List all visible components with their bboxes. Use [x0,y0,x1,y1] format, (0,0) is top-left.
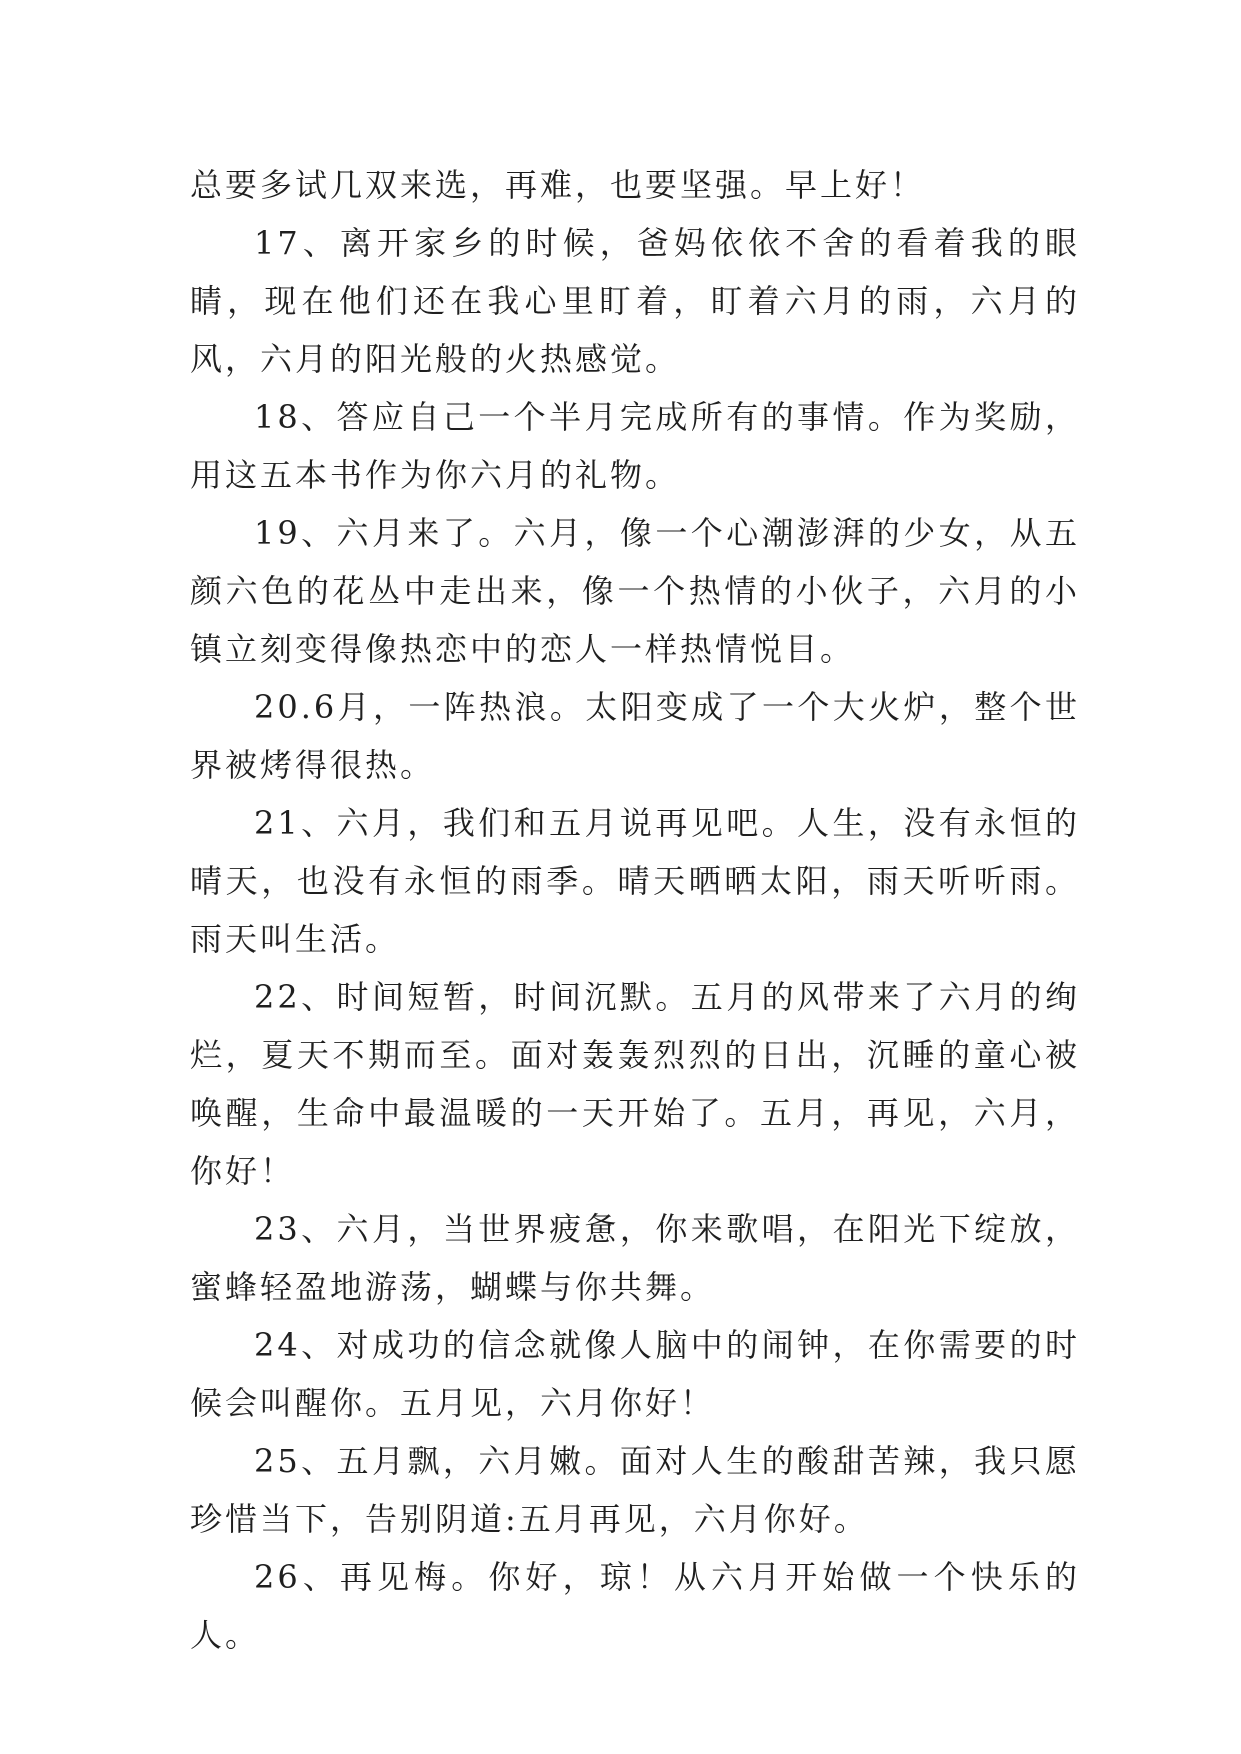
paragraph-21: 21、六月，我们和五月说再见吧。人生，没有永恒的晴天，也没有永恒的雨季。晴天晒晒太阳，雨天听听雨。雨天叫生活。 [190,804,1080,958]
paragraph-20: 20.6月，一阵热浪。太阳变成了一个大火炉，整个世界被烤得很热。 [190,688,1080,784]
paragraph-18: 18、答应自己一个半月完成所有的事情。作为奖励，用这五本书作为你六月的礼物。 [190,398,1080,494]
paragraph-25: 25、五月飘，六月嫩。面对人生的酸甜苦辣，我只愿珍惜当下，告别阴道:五月再见，六月你好。 [190,1442,1080,1538]
paragraph-19: 19、六月来了。六月，像一个心潮澎湃的少女，从五颜六色的花丛中走出来，像一个热情的小伙子，六月的小镇立刻变得像热恋中的恋人一样热情悦目。 [190,514,1080,668]
paragraph-22: 22、时间短暂，时间沉默。五月的风带来了六月的绚烂，夏天不期而至。面对轰轰烈烈的日出，沉睡的童心被唤醒，生命中最温暖的一天开始了。五月，再见，六月，你好！ [190,978,1080,1190]
paragraph-24: 24、对成功的信念就像人脑中的闹钟，在你需要的时候会叫醒你。五月见，六月你好！ [190,1326,1080,1422]
paragraph-23: 23、六月，当世界疲惫，你来歌唱，在阳光下绽放，蜜蜂轻盈地游荡，蝴蝶与你共舞。 [190,1210,1080,1306]
paragraph-26: 26、再见梅。你好，琼！从六月开始做一个快乐的人。 [190,1558,1080,1654]
paragraph-17: 17、离开家乡的时候，爸妈依依不舍的看着我的眼睛，现在他们还在我心里盯着，盯着六月的雨，六月的风，六月的阳光般的火热感觉。 [190,224,1080,378]
paragraph-continuation: 总要多试几双来选，再难，也要坚强。早上好！ [190,166,926,204]
document-body [190,156,1080,1664]
